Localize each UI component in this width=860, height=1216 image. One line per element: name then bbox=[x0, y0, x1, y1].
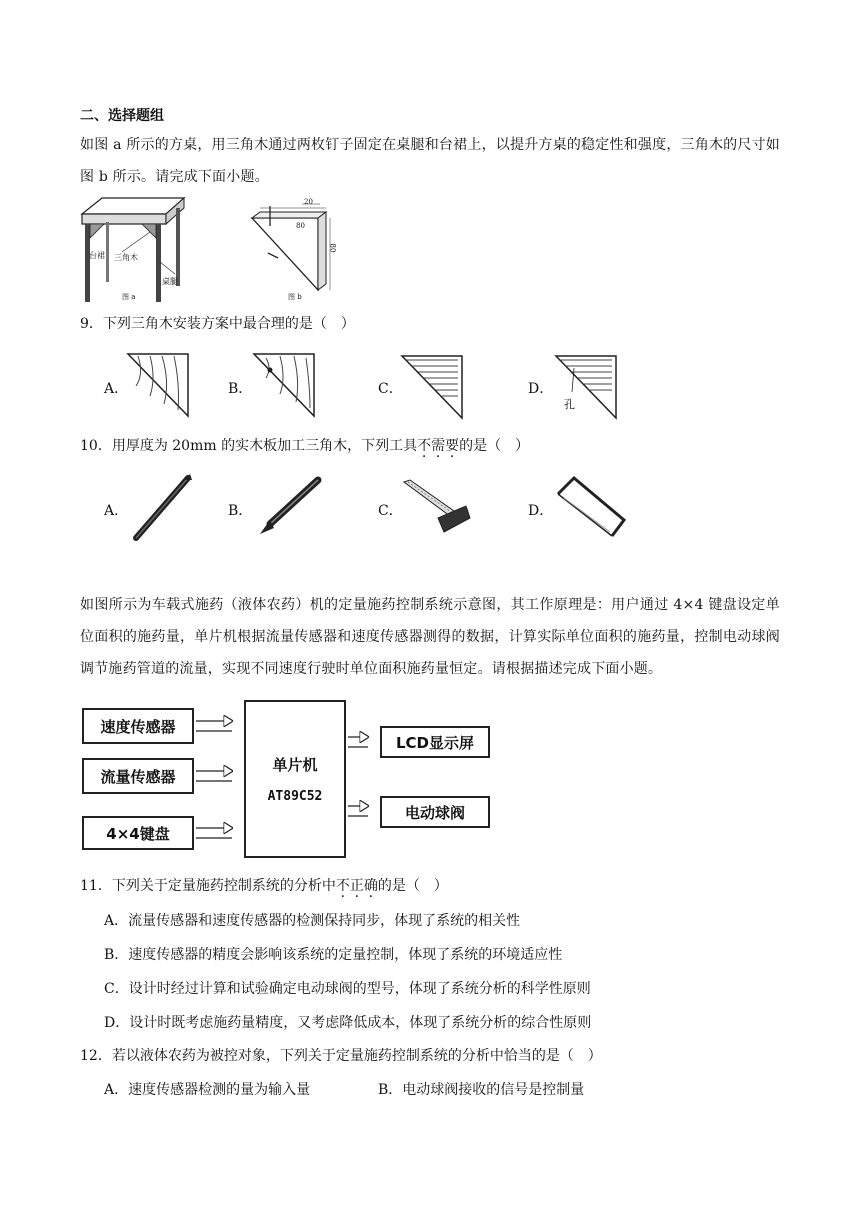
q11-stem-prefix: 11．下列关于定量施药控制系统的分析中 bbox=[80, 878, 336, 894]
triangle-wood-drawing bbox=[240, 198, 340, 304]
question-12-stem: 12．若以液体农药为被控对象，下列关于定量施药控制系统的分析中恰当的是（ ） bbox=[80, 1048, 602, 1064]
saw-icon bbox=[554, 474, 628, 540]
mcu-label: 单片机 bbox=[272, 756, 318, 774]
label-triangle-wood: 三角木 bbox=[114, 253, 138, 262]
speed-sensor-box: 速度传感器 bbox=[82, 708, 194, 744]
q10-emphasis-char: 需 bbox=[431, 438, 446, 454]
q11-emphasis-char: 不 bbox=[335, 878, 350, 894]
q12-option-b[interactable]: B．电动球阀接收的信号是控制量 bbox=[378, 1082, 585, 1098]
q11-option-a[interactable]: A．流量传感器和速度传感器的检测保持同步，体现了系统的相关性 bbox=[104, 913, 521, 929]
q9-hole-label: 孔 bbox=[564, 398, 575, 411]
mcu-model: AT89C52 bbox=[267, 789, 323, 804]
q9-option-b-figure bbox=[250, 350, 318, 420]
q11-emphasis-char: 正 bbox=[349, 878, 364, 894]
intro-paragraph-2: 如图所示为车载式施药（液体农药）机的定量施药控制系统示意图，其工作原理是：用户通过 4×4 键盘设定单位面积的施药量，单片机根据流量传感器和速度传感器测得的数据，计算实际单位面积的施药量，控制电动球阀调节施药管道的流量，实现不同速度行驶时单位面积施药量恒定。请根据描述完成下面小题。 bbox=[80, 597, 780, 677]
section-title: 二、选择题组 bbox=[80, 108, 164, 124]
lcd-display-box: LCD显示屏 bbox=[380, 726, 490, 758]
dimension-20: 20 bbox=[304, 198, 313, 206]
q9-option-a-figure bbox=[124, 350, 192, 420]
q9-option-c-figure bbox=[398, 352, 466, 422]
flow-sensor-box: 流量传感器 bbox=[82, 758, 194, 794]
question-11-stem bbox=[80, 876, 448, 896]
q11-option-b[interactable]: B．速度传感器的精度会影响该系统的定量控制，体现了系统的环境适应性 bbox=[104, 947, 563, 963]
q11-option-c[interactable]: C．设计时经过计算和试验确定电动球阀的型号，体现了系统分析的科学性原则 bbox=[104, 981, 591, 997]
q12-option-a[interactable]: A．速度传感器检测的量为输入量 bbox=[104, 1082, 311, 1098]
label-leg: 桌腿 bbox=[162, 277, 178, 286]
figure-a bbox=[80, 196, 186, 304]
intro-paragraph-1: 如图 a 所示的方桌，用三角木通过两枚钉子固定在桌腿和台裙上，以提升方桌的稳定性和强度，三角木的尺寸如图 b 所示。请完成下面小题。 bbox=[80, 137, 780, 185]
q9-option-d-figure bbox=[552, 352, 620, 422]
q10-option-c-label[interactable]: C． bbox=[378, 503, 403, 519]
q11-emphasis-char: 确 bbox=[363, 878, 378, 894]
q10-option-b-label[interactable]: B． bbox=[228, 503, 253, 519]
pencil-icon bbox=[126, 472, 196, 546]
chisel-icon bbox=[252, 476, 322, 538]
q10-option-d-label[interactable]: D． bbox=[528, 503, 554, 519]
q10-emphasis-char: 不 bbox=[417, 438, 432, 454]
caption-figure-a: 图 a bbox=[122, 293, 136, 301]
try-square-icon bbox=[400, 478, 472, 538]
q11-stem-suffix: 的是（ ） bbox=[377, 878, 448, 894]
keypad-box: 4×4键盘 bbox=[82, 816, 194, 850]
q10-option-a-label[interactable]: A． bbox=[104, 503, 129, 519]
q11-option-d[interactable]: D．设计时既考虑施药量精度，又考虑降低成本，体现了系统分析的综合性原则 bbox=[104, 1015, 592, 1031]
dimension-80-vertical: 80 bbox=[328, 243, 337, 253]
q9-option-b-label[interactable]: B． bbox=[228, 381, 253, 397]
control-system-diagram bbox=[80, 700, 500, 860]
question-9-stem: 9．下列三角木安装方案中最合理的是（ ） bbox=[80, 316, 355, 332]
q10-stem-suffix: 的是（ ） bbox=[459, 438, 530, 454]
label-skirt: 台裙 bbox=[89, 251, 105, 260]
q10-stem-prefix: 10．用厚度为 20mm 的实木板加工三角木，下列工具 bbox=[80, 438, 418, 454]
q10-emphasis-char: 要 bbox=[445, 438, 460, 454]
q9-option-c-label[interactable]: C． bbox=[378, 381, 403, 397]
caption-figure-b: 图 b bbox=[288, 293, 302, 301]
q9-option-a-label[interactable]: A． bbox=[104, 381, 129, 397]
q9-option-d-label[interactable]: D． bbox=[528, 381, 554, 397]
dimension-80-horizontal: 80 bbox=[296, 222, 305, 230]
figure-b bbox=[240, 198, 340, 304]
question-10-stem bbox=[80, 436, 529, 456]
electric-ball-valve-box: 电动球阀 bbox=[380, 796, 490, 828]
diagram-arrows bbox=[80, 700, 500, 860]
